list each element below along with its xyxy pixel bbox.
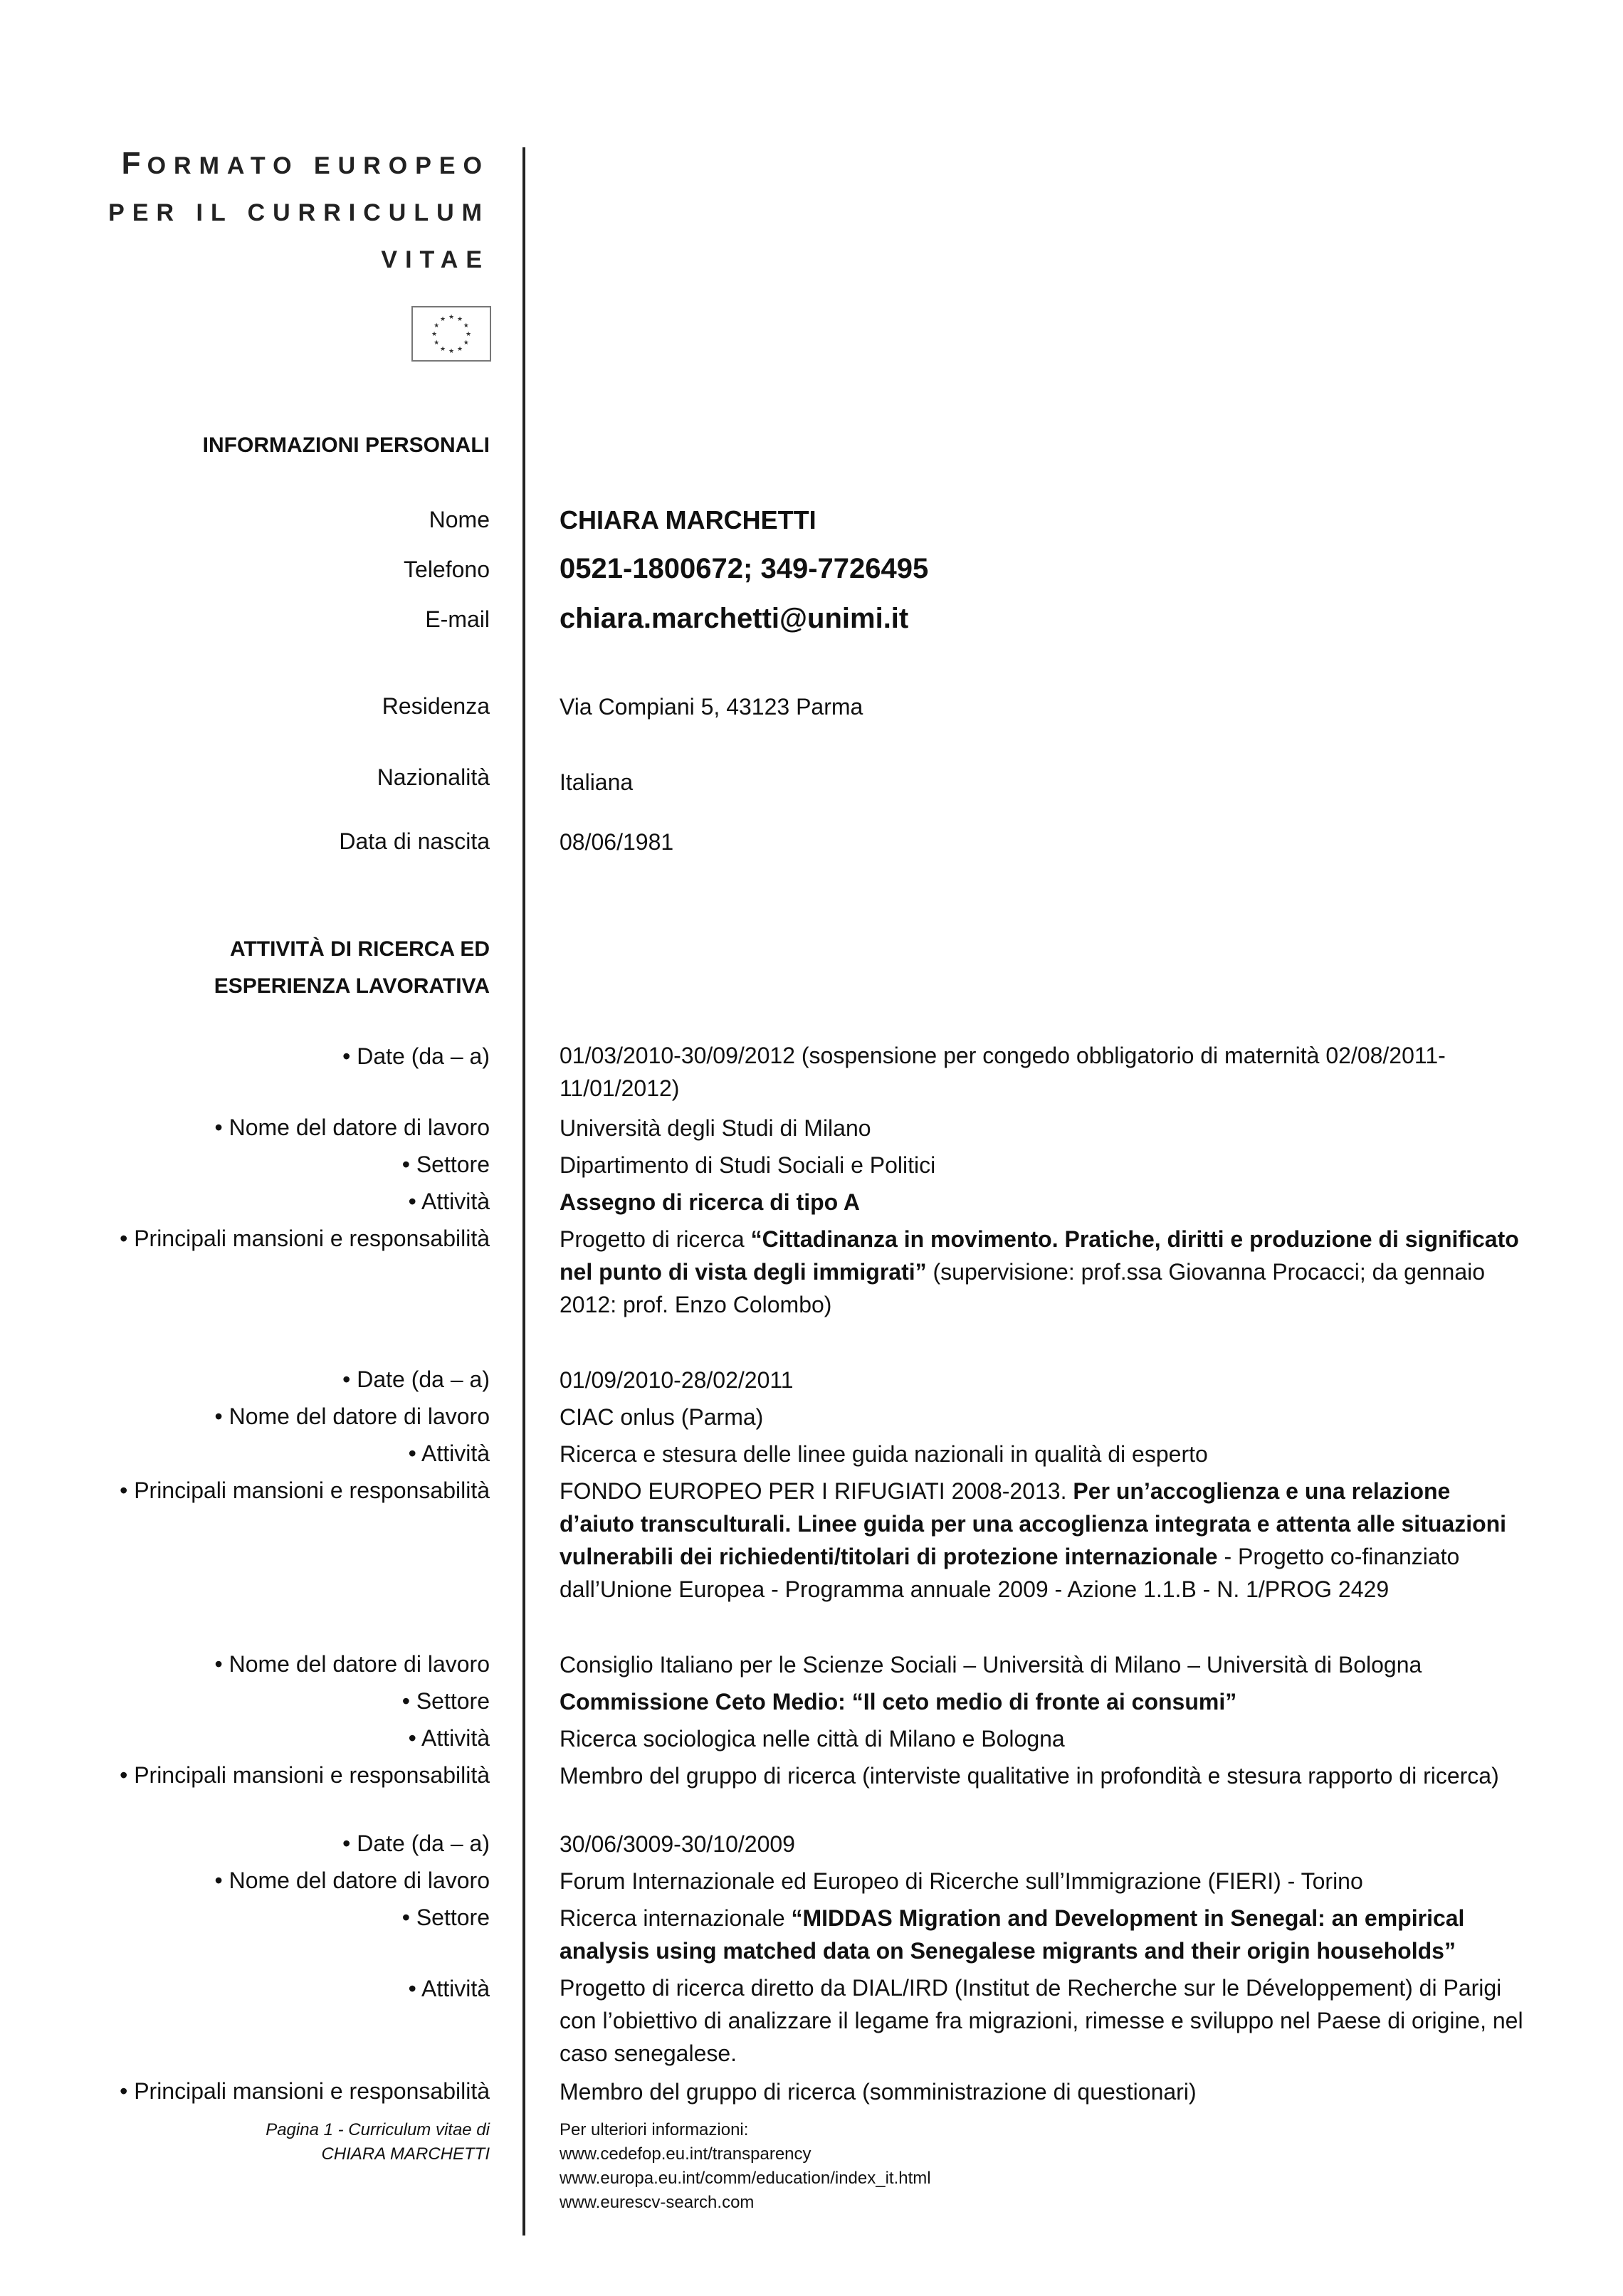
nazionalita-value: Italiana	[560, 769, 634, 795]
eu-star-icon: ★	[463, 322, 469, 329]
footer-info-text: Per ulteriori informazioni:	[560, 2120, 749, 2139]
footer-links	[560, 2118, 1271, 2215]
eu-star-icon: ★	[439, 344, 446, 352]
footer-page-info	[134, 2118, 490, 2166]
job4-duties-label: • Principali mansioni e responsabilità	[120, 2078, 490, 2104]
email-label: E-mail	[425, 606, 490, 632]
footer-link-eurescv[interactable]: www.eurescv-search.com	[560, 2193, 755, 2212]
job4-employer: Forum Internazionale ed Europeo di Ricerche sull’Immigrazione (FIERI) - Torino	[560, 1868, 1363, 1894]
job2-date-label: • Date (da – a)	[342, 1366, 490, 1392]
footer-link-europa[interactable]: www.europa.eu.int/comm/education/index_it.html	[560, 2169, 931, 2188]
job3-employer-label: • Nome del datore di lavoro	[214, 1651, 490, 1677]
footer-page-line-2: CHIARA MARCHETTI	[321, 2144, 490, 2164]
job1-date-label: • Date (da – a)	[342, 1043, 490, 1069]
job2-duties	[560, 1475, 1528, 1606]
job1-date-line-1: 01/03/2010-30/09/2012 (sospensione per congedo obbligatorio di maternità 02/08/2011-	[560, 1043, 1446, 1068]
nascita-label: Data di nascita	[339, 828, 490, 854]
job3-duties-label: • Principali mansioni e responsabilità	[120, 1762, 490, 1788]
job2-activity-label: • Attività	[408, 1441, 490, 1466]
eu-star-icon: ★	[439, 315, 446, 323]
job1-duties-post: (supervisione: prof.ssa Giovanna Procacci; da gennaio 2012: prof. Enzo Colombo)	[560, 1259, 1486, 1317]
job4-employer-label: • Nome del datore di lavoro	[214, 1868, 490, 1893]
eu-star-icon: ★	[434, 339, 440, 346]
job2-duties-label: • Principali mansioni e responsabilità	[120, 1478, 490, 1503]
job3-sector-label: • Settore	[401, 1688, 490, 1714]
section-personal-info: INFORMAZIONI PERSONALI	[202, 433, 490, 457]
job1-duties-label: • Principali mansioni e responsabilità	[120, 1226, 490, 1251]
footer-page-line-1: Pagina 1 - Curriculum vitae di	[266, 2120, 490, 2139]
eu-star-icon: ★	[463, 339, 469, 346]
job4-sector	[560, 1902, 1528, 1967]
title-line-1: FORMATO EUROPEO	[121, 146, 490, 181]
job1-employer-label: • Nome del datore di lavoro	[214, 1115, 490, 1140]
job1-date	[560, 1039, 1528, 1105]
eu-star-icon: ★	[456, 344, 463, 352]
job4-date: 30/06/3009-30/10/2009	[560, 1831, 795, 1857]
email-value: chiara.marchetti@unimi.it	[560, 603, 909, 634]
job1-sector-label: • Settore	[401, 1152, 490, 1177]
residenza-value: Via Compiani 5, 43123 Parma	[560, 694, 863, 720]
job4-sector-pre: Ricerca internazionale	[560, 1905, 792, 1931]
job3-duties: Membro del gruppo di ricerca (interviste qualitative in profondità e stesura rapporto di ricerca)	[560, 1763, 1499, 1789]
eu-star-icon: ★	[434, 322, 440, 329]
job1-sector: Dipartimento di Studi Sociali e Politici	[560, 1152, 936, 1178]
eu-star-icon: ★	[465, 330, 472, 337]
eu-flag-icon	[411, 306, 491, 362]
job2-duties-pre: FONDO EUROPEO PER I RIFUGIATI 2008-2013.	[560, 1478, 1073, 1504]
job1-activity-label: • Attività	[408, 1189, 490, 1214]
section-research-line-2: ESPERIENZA LAVORATIVA	[214, 974, 490, 998]
title-line-2: PER IL CURRICULUM	[108, 199, 490, 226]
nazionalita-label: Nazionalità	[377, 764, 490, 790]
telefono-label: Telefono	[404, 557, 490, 582]
section-research-experience	[0, 931, 490, 1005]
job4-activity-label: • Attività	[408, 1976, 490, 2001]
footer-link-cedefop[interactable]: www.cedefop.eu.int/transparency	[560, 2144, 812, 2164]
job3-sector: Commissione Ceto Medio: “Il ceto medio di fronte ai consumi”	[560, 1689, 1237, 1715]
telefono-value: 0521-1800672; 349-7726495	[560, 553, 929, 584]
job3-activity-label: • Attività	[408, 1725, 490, 1751]
section-research-line-1: ATTIVITÀ DI RICERCA ED	[230, 937, 490, 961]
eu-star-icon: ★	[448, 313, 455, 320]
job1-date-line-2: 11/01/2012)	[560, 1075, 680, 1101]
nome-label: Nome	[429, 507, 490, 532]
job1-activity: Assegno di ricerca di tipo A	[560, 1189, 861, 1215]
job4-activity: Progetto di ricerca diretto da DIAL/IRD (Institut de Recherche sur le Développement) di Parigi con l’obiettivo di analizzare il legame fra migrazioni, rimesse e sviluppo nel Paese di origine, nel caso senegalese.	[560, 1975, 1523, 2066]
job3-employer: Consiglio Italiano per le Scienze Sociali – Università di Milano – Università di Bologna	[560, 1652, 1422, 1678]
eu-star-icon: ★	[448, 347, 455, 354]
document-title	[63, 147, 490, 276]
job1-duties-bold: “Cittadinanza in movimento. Pratiche, diritti e produzione di significato nel punto di vista degli immigrati”	[560, 1226, 1519, 1285]
vertical-divider	[522, 147, 525, 2236]
job3-activity: Ricerca sociologica nelle città di Milano e Bologna	[560, 1726, 1065, 1752]
residenza-label: Residenza	[382, 693, 490, 719]
job2-duties-post: - Progetto co-finanziato dall’Unione Europea - Programma annuale 2009 - Azione 1.1.B - N. 1/PROG 2429	[560, 1544, 1460, 1602]
job2-employer: CIAC onlus (Parma)	[560, 1404, 764, 1430]
job1-duties-pre: Progetto di ricerca	[560, 1226, 751, 1252]
job4-sector-bold: “MIDDAS Migration and Development in Senegal: an empirical analysis using matched data on Senegalese migrants and their origin households”	[560, 1905, 1465, 1964]
job1-duties	[560, 1223, 1528, 1321]
job4-sector-label: • Settore	[401, 1905, 490, 1930]
job4-date-label: • Date (da – a)	[342, 1831, 490, 1856]
job2-employer-label: • Nome del datore di lavoro	[214, 1404, 490, 1429]
job2-date: 01/09/2010-28/02/2011	[560, 1367, 794, 1393]
job1-employer: Università degli Studi di Milano	[560, 1115, 871, 1141]
job2-activity: Ricerca e stesura delle linee guida nazionali in qualità di esperto	[560, 1441, 1208, 1467]
title-line-3: VITAE	[381, 246, 490, 273]
nascita-value: 08/06/1981	[560, 829, 674, 855]
eu-star-icon: ★	[431, 330, 438, 337]
job4-duties: Membro del gruppo di ricerca (somministrazione di questionari)	[560, 2079, 1197, 2105]
job2-duties-bold: Per un’accoglienza e una relazione d’aiuto transculturali. Linee guida per una accoglienza integrata e attenta alle situazioni vulnerabili dei richiedenti/titolari di protezione internazionale	[560, 1478, 1507, 1569]
eu-star-icon: ★	[456, 315, 463, 323]
nome-value: CHIARA MARCHETTI	[560, 505, 816, 534]
